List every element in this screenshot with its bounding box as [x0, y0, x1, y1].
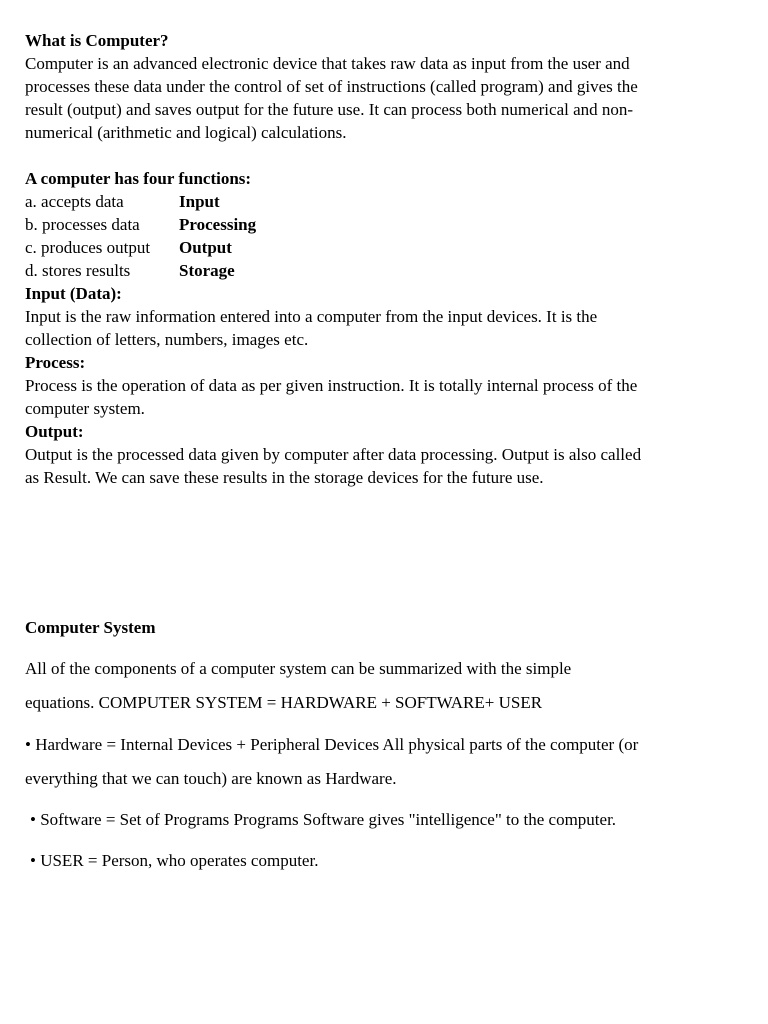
function-value: Storage — [179, 261, 235, 280]
paragraph-line: Output is the processed data given by computer after data processing. Output is also called — [25, 445, 642, 464]
paragraph-line: computer system. — [25, 399, 145, 418]
bullet-hardware: • Hardware = Internal Devices + Peripheral Devices All physical parts of the computer (or — [25, 735, 639, 754]
function-row — [25, 259, 728, 282]
function-label: c. produces output — [25, 238, 151, 257]
paragraph-line: Input is the raw information entered into a computer from the input devices. It is the — [25, 307, 598, 326]
paragraph-line: All of the components of a computer system can be summarized with the simple — [25, 659, 572, 678]
function-label: b. processes data — [25, 215, 140, 234]
bullet-software: • Software = Set of Programs Programs Software gives "intelligence" to the computer. — [30, 810, 617, 829]
heading-input-rest: (Data): — [65, 284, 122, 303]
paragraph-line: Computer is an advanced electronic device that takes raw data as input from the user and — [25, 54, 630, 73]
heading-process: Process: — [25, 353, 86, 372]
heading-four-functions: A computer has four functions: — [25, 169, 252, 188]
paragraph-line: everything that we can touch) are known as Hardware. — [25, 769, 397, 788]
paragraph-line: as Result. We can save these results in the storage devices for the future use. — [25, 468, 544, 487]
function-label: a. accepts data — [25, 192, 124, 211]
paragraph-line: Process is the operation of data as per given instruction. It is totally internal process of the — [25, 376, 638, 395]
heading-input-bold: Input — [25, 284, 66, 303]
paragraph-line: collection of letters, numbers, images etc. — [25, 330, 309, 349]
paragraph-line: result (output) and saves output for the future use. It can process both numerical and non- — [25, 100, 634, 119]
function-row — [25, 213, 728, 236]
paragraph-line: equations. COMPUTER SYSTEM = HARDWARE + SOFTWARE+ USER — [25, 693, 543, 712]
heading-input — [25, 282, 728, 305]
heading-what-is-computer: What is Computer? — [25, 31, 169, 50]
function-value: Input — [179, 192, 220, 211]
function-row — [25, 236, 728, 259]
spacer — [25, 144, 728, 167]
function-value: Processing — [179, 215, 257, 234]
bullet-user: • USER = Person, who operates computer. — [30, 851, 319, 870]
function-value: Output — [179, 238, 232, 257]
function-row — [25, 190, 728, 213]
heading-output: Output: — [25, 422, 84, 441]
function-label: d. stores results — [25, 261, 131, 280]
paragraph-line: numerical (arithmetic and logical) calculations. — [25, 123, 347, 142]
heading-computer-system: Computer System — [25, 618, 156, 637]
paragraph-line: processes these data under the control of set of instructions (called program) and gives the — [25, 77, 638, 96]
